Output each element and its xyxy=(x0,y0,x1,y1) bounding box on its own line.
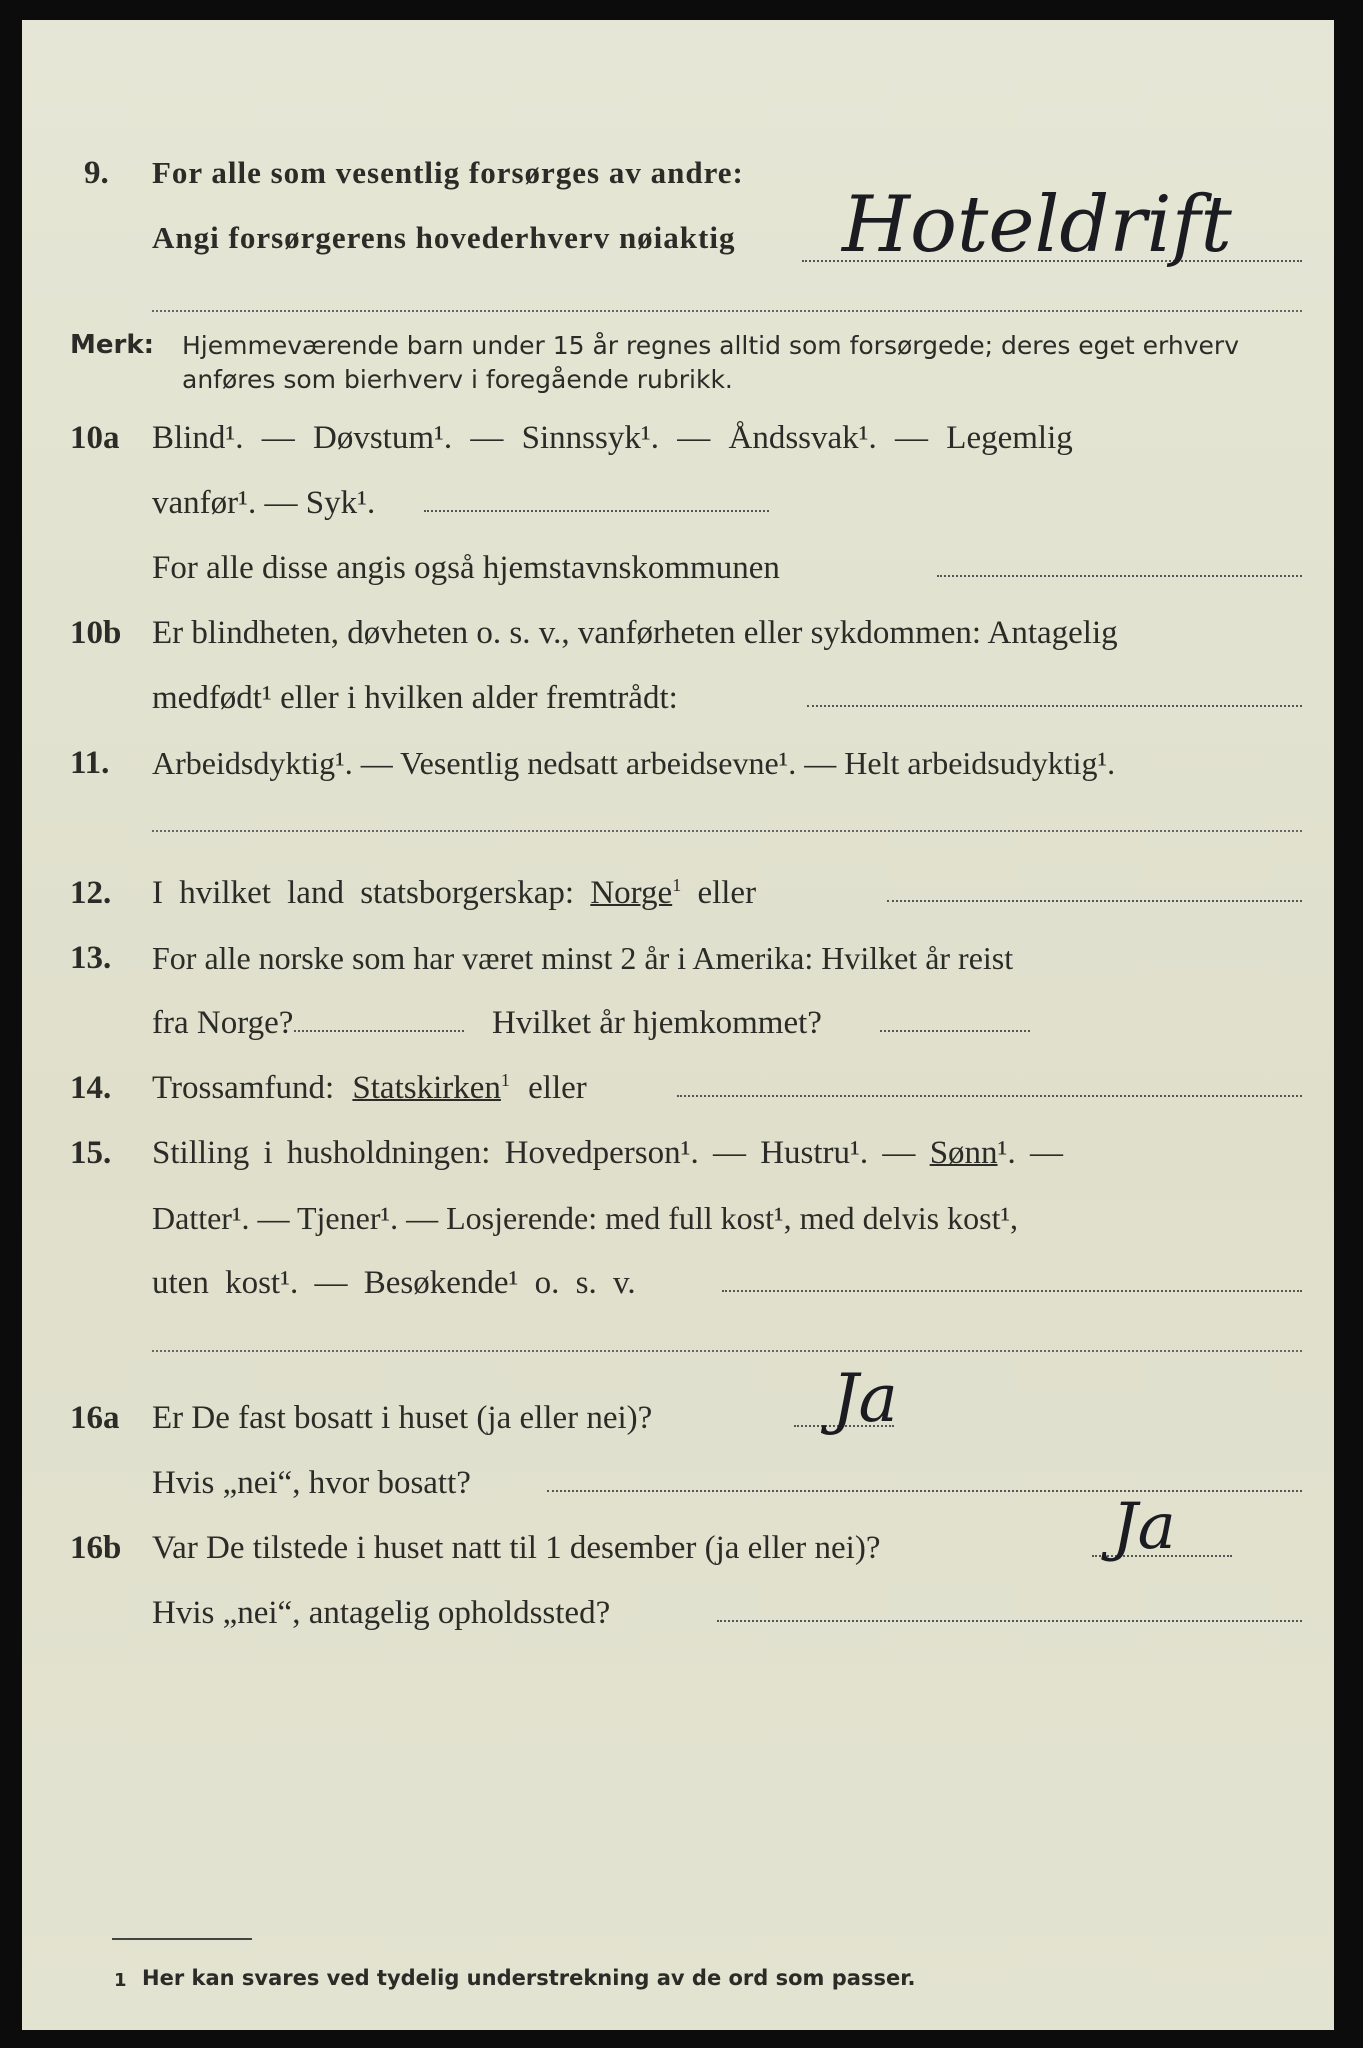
note-text: anføres som bierhverv i foregående rubrikk. xyxy=(182,365,733,394)
question-text: ¹. — xyxy=(997,1135,1063,1171)
blank-line xyxy=(152,830,1302,832)
answer-line xyxy=(294,1030,464,1032)
question-text: Var De tilstede i huset natt til 1 desember (ja eller nei)? xyxy=(152,1530,881,1566)
note-text: Hjemmeværende barn under 15 år regnes alltid som forsørgede; deres eget erhverv xyxy=(182,331,1239,360)
footnote-text: Her kan svares ved tydelig understrekning av de ord som passer. xyxy=(142,1966,916,1990)
question-number: 13. xyxy=(70,940,112,976)
question-text: Angi forsørgerens hovederhverv nøiaktig xyxy=(152,220,736,255)
question-text: vanfør¹. — Syk¹. xyxy=(152,485,376,521)
handwritten-answer: Ja xyxy=(1112,1490,1176,1564)
answer-line xyxy=(937,575,1302,577)
question-text: For alle disse angis også hjemstavnskommunen xyxy=(152,550,780,586)
answer-line xyxy=(880,1030,1030,1032)
answer-line xyxy=(722,1290,1302,1292)
question-text: Hvilket år hjemkommet? xyxy=(492,1005,822,1041)
answer-line xyxy=(807,705,1302,707)
answer-line xyxy=(547,1490,1302,1492)
question-text: For alle norske som har været minst 2 år i Amerika: Hvilket år reist xyxy=(152,940,1014,976)
question-text: Datter¹. — Tjener¹. — Losjerende: med full kost¹, med delvis kost¹, xyxy=(152,1200,1019,1236)
question-text: eller xyxy=(697,875,757,911)
handwritten-answer: Ja xyxy=(832,1360,898,1437)
question-number: 15. xyxy=(70,1135,112,1171)
question-text: Hvis „nei“, antagelig opholdssted? xyxy=(152,1595,611,1631)
question-text: Blind¹. — Døvstum¹. — Sinnssyk¹. — Åndssvak¹. — Legemlig xyxy=(152,420,1073,456)
footnote-mark: 1 xyxy=(114,1970,127,1991)
question-text: Trossamfund: xyxy=(152,1070,335,1106)
question-text: medfødt¹ eller i hvilken alder fremtrådt: xyxy=(152,680,678,716)
selected-option: Norge xyxy=(590,875,673,911)
question-text: Hvis „nei“, hvor bosatt? xyxy=(152,1465,471,1501)
question-number: 12. xyxy=(70,875,112,911)
question-text: Er De fast bosatt i huset (ja eller nei)? xyxy=(152,1400,653,1436)
question-text: Stilling i husholdningen: Hovedperson¹. — Hustru¹. — xyxy=(152,1135,916,1171)
answer-line xyxy=(677,1095,1302,1097)
question-text: Arbeidsdyktig¹. — Vesentlig nedsatt arbeidsevne¹. — Helt arbeidsudyktig¹. xyxy=(152,745,1116,781)
census-form-page: 9. For alle som vesentlig forsørges av andre: Angi forsørgerens hovederhverv nøiaktig Hoteldrift Merk: Hjemmeværende barn under 15 år regnes alltid som forsørgede; deres eget erhverv anføres som bierhverv i foregående rubrikk. 10a Blind¹. — Døvstum¹. — Sinnssyk¹. — Åndssvak¹. — Legemlig vanfør¹. — Syk¹. For alle disse angis også hjemstavnskommunen 10b Er blindheten, døvheten o. s. v., vanførheten eller sykdommen: Antagelig medfødt¹ eller i hvilken alder fremtrådt: 11. Arbeidsdyktig¹. — Vesentlig nedsatt arbeidsevne¹. — Helt arbeidsudyktig¹. 12. I hvilket land statsborgerskap: Norge$^1$ eller 13. For alle norske som har været minst 2 år i Amerika: Hvilket år reist fra Norge? Hvilket år hjemkommet? 14. Trossamfund: Statskirken$^1$ eller 15. Stilling i husholdningen: Hovedperson¹. — Hustru¹. — Sønn¹. — Datter¹. — Tjener¹. — Losjerende: med full kost¹, med delvis kost¹, uten kost¹. — Besøkende¹ o. s. v. 16a Er De fast bosatt i huset (ja eller nei)? Ja Hvis „nei“, hvor bosatt? 16b Var De tilstede i huset natt til 1 desember (ja eller nei)? Ja Hvis „nei“, antagelig opholdssted? 1 Her kan svares ved tydelig understrekning av de ord som passer. xyxy=(22,20,1334,2030)
blank-line xyxy=(152,310,1302,312)
footnote-rule xyxy=(112,1938,252,1940)
question-text: eller xyxy=(528,1070,587,1106)
question-text: For alle som vesentlig forsørges av andre: xyxy=(152,155,744,190)
note-label: Merk: xyxy=(70,330,155,360)
blank-line xyxy=(152,1350,1302,1352)
answer-line xyxy=(717,1620,1302,1622)
question-text: uten kost¹. — Besøkende¹ o. s. v. xyxy=(152,1265,636,1301)
selected-option: Statskirken xyxy=(352,1070,501,1106)
answer-line xyxy=(424,510,769,512)
question-number: 14. xyxy=(70,1070,112,1106)
question-number: 16b xyxy=(70,1530,122,1566)
question-text: fra Norge? xyxy=(152,1005,294,1041)
question-text: Er blindheten, døvheten o. s. v., vanførheten eller sykdommen: Antagelig xyxy=(152,615,1118,651)
question-number: 10a xyxy=(70,420,120,456)
answer-line xyxy=(887,900,1302,902)
question-number: 9. xyxy=(84,155,109,191)
selected-option: Sønn xyxy=(929,1135,998,1171)
handwritten-answer: Hoteldrift xyxy=(842,180,1232,270)
question-number: 10b xyxy=(70,615,122,651)
question-number: 11. xyxy=(70,745,110,781)
question-text: I hvilket land statsborgerskap: xyxy=(152,875,575,911)
question-number: 16a xyxy=(70,1400,120,1436)
